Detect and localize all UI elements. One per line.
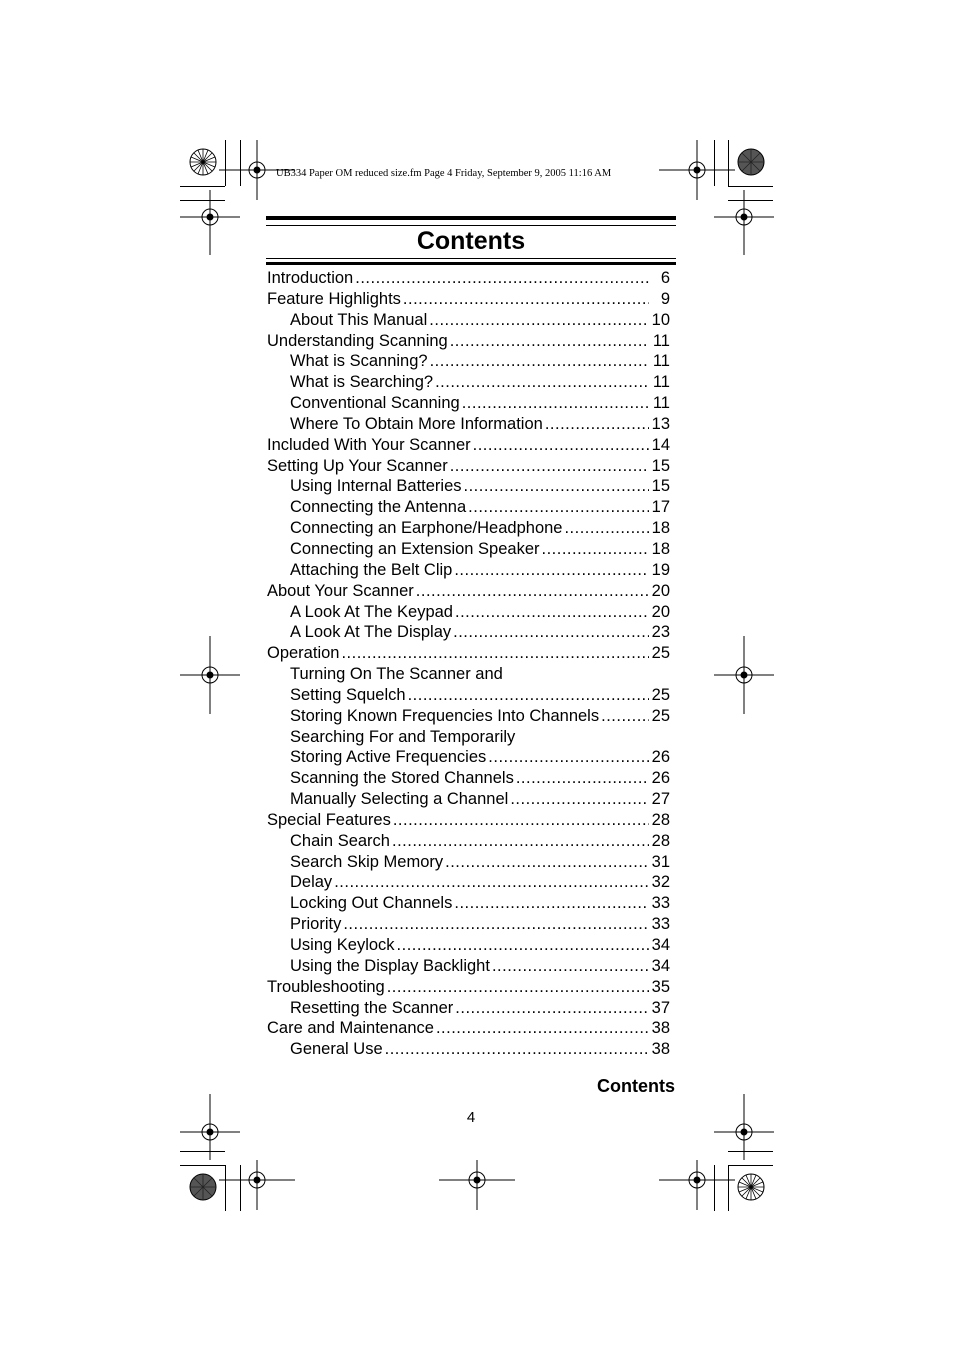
toc-entry[interactable] xyxy=(267,664,670,685)
toc-entry[interactable] xyxy=(267,893,670,914)
toc-entry-page: 9 xyxy=(660,289,670,308)
toc-entry[interactable] xyxy=(267,497,670,518)
toc-leader-dots xyxy=(492,956,649,977)
toc-leader-dots xyxy=(510,789,648,810)
sunburst-mark-icon xyxy=(738,149,764,175)
toc-entry-page: 34 xyxy=(651,956,670,975)
toc-entry-label: Resetting the Scanner xyxy=(290,998,454,1017)
toc-leader-dots xyxy=(334,872,648,893)
toc-entry[interactable] xyxy=(267,935,670,956)
registration-target-icon xyxy=(714,636,774,714)
toc-entry-label: Operation xyxy=(267,644,340,663)
toc-entry-page: 18 xyxy=(651,539,670,558)
toc-entry[interactable] xyxy=(267,1039,670,1060)
toc-entry-label: Searching For and Temporarily xyxy=(290,727,516,746)
registration-target-icon xyxy=(659,1160,735,1210)
toc-leader-dots xyxy=(450,456,649,477)
toc-leader-dots xyxy=(468,497,648,518)
registration-target-icon xyxy=(439,1160,515,1210)
toc-entry-label: Conventional Scanning xyxy=(290,394,460,413)
toc-leader-dots xyxy=(436,1018,649,1039)
title-rule-bottom-thin xyxy=(266,258,676,259)
toc-leader-dots xyxy=(545,414,649,435)
toc-entry[interactable] xyxy=(267,476,670,497)
toc-entry-label: Connecting an Earphone/Headphone xyxy=(290,519,563,538)
footer-section-title: Contents xyxy=(597,1076,675,1096)
toc-entry-label: Setting Squelch xyxy=(290,685,406,704)
toc-entry-label: Locking Out Channels xyxy=(290,894,453,913)
toc-entry[interactable] xyxy=(267,872,670,893)
toc-entry-page: 33 xyxy=(651,894,670,913)
registration-target-icon xyxy=(180,1094,240,1160)
file-slug-header: UB334 Paper OM reduced size.fm Page 4 Friday, September 9, 2005 11:16 AM xyxy=(276,168,612,179)
toc-entry-label: General Use xyxy=(290,1040,383,1059)
toc-leader-dots xyxy=(341,643,648,664)
toc-leader-dots xyxy=(429,310,648,331)
toc-leader-dots xyxy=(455,998,648,1019)
toc-entry[interactable] xyxy=(267,268,670,289)
toc-leader-dots xyxy=(464,476,649,497)
toc-entry-label: Chain Search xyxy=(290,831,390,850)
toc-entry[interactable] xyxy=(267,456,670,477)
toc-leader-dots xyxy=(516,768,649,789)
toc-entry[interactable] xyxy=(267,1018,670,1039)
page-title: Contents xyxy=(416,227,526,255)
toc-leader-dots xyxy=(435,372,649,393)
toc-entry[interactable] xyxy=(267,393,670,414)
toc-entry-label: Troubleshooting xyxy=(267,977,385,996)
sunburst-mark-icon xyxy=(190,1174,216,1200)
toc-entry-page: 26 xyxy=(651,769,670,788)
registration-target-icon xyxy=(180,636,240,714)
toc-leader-dots xyxy=(416,581,649,602)
title-rule-bottom xyxy=(266,262,676,265)
toc-entry-page: 27 xyxy=(651,790,670,809)
table-of-contents xyxy=(267,268,670,1060)
toc-entry-page: 10 xyxy=(651,310,670,329)
toc-entry[interactable] xyxy=(267,331,670,352)
toc-entry-page: 18 xyxy=(651,519,670,538)
toc-entry-label: About Your Scanner xyxy=(267,581,414,600)
toc-entry-page: 15 xyxy=(651,456,670,475)
registration-target-icon xyxy=(659,140,735,200)
toc-entry[interactable] xyxy=(267,581,670,602)
toc-leader-dots xyxy=(403,289,649,310)
toc-leader-dots xyxy=(454,893,648,914)
toc-leader-dots xyxy=(488,747,648,768)
toc-entry-label: Care and Maintenance xyxy=(267,1019,434,1038)
toc-entry-page: 20 xyxy=(651,602,670,621)
toc-entry-page: 38 xyxy=(651,1040,670,1059)
toc-entry[interactable] xyxy=(267,351,670,372)
toc-entry[interactable] xyxy=(267,310,670,331)
toc-leader-dots xyxy=(473,435,649,456)
toc-entry[interactable] xyxy=(267,643,670,664)
toc-entry-page: 31 xyxy=(651,852,670,871)
toc-entry[interactable] xyxy=(267,956,670,977)
toc-entry-page: 26 xyxy=(651,748,670,767)
toc-entry-page: 11 xyxy=(652,394,670,413)
toc-entry[interactable] xyxy=(267,602,670,623)
toc-entry-page: 28 xyxy=(651,810,670,829)
toc-entry-label: What is Scanning? xyxy=(290,352,428,371)
toc-entry-page: 34 xyxy=(651,936,670,954)
registration-target-icon xyxy=(714,1094,774,1160)
toc-entry-page: 13 xyxy=(651,414,670,433)
toc-entry-page: 32 xyxy=(651,873,670,892)
toc-entry-label: Using the Display Backlight xyxy=(290,956,490,975)
toc-entry-label: Search Skip Memory xyxy=(290,852,444,871)
toc-entry-page: 33 xyxy=(651,915,670,934)
registration-target-icon xyxy=(714,190,774,255)
toc-entry[interactable] xyxy=(267,435,670,456)
toc-entry[interactable] xyxy=(267,852,670,873)
toc-leader-dots xyxy=(453,622,649,643)
toc-entry[interactable] xyxy=(267,706,670,727)
toc-entry-page: 6 xyxy=(660,269,670,287)
toc-leader-dots xyxy=(385,1039,649,1060)
toc-entry-label: Introduction xyxy=(267,269,354,287)
toc-entry-label: Turning On The Scanner and xyxy=(290,665,503,684)
toc-entry-page: 25 xyxy=(651,644,670,663)
toc-entry-label: Setting Up Your Scanner xyxy=(267,456,448,475)
toc-entry[interactable] xyxy=(267,560,670,581)
toc-entry-label: Using Keylock xyxy=(290,936,395,954)
toc-entry-label: Manually Selecting a Channel xyxy=(290,790,509,809)
toc-leader-dots xyxy=(393,810,649,831)
toc-entry[interactable] xyxy=(267,747,670,768)
toc-entry-label: What is Searching? xyxy=(290,373,434,392)
registration-target-icon xyxy=(219,1160,295,1210)
sunburst-mark-icon xyxy=(190,149,216,175)
title-rule-top xyxy=(266,216,676,220)
toc-entry-label: Understanding Scanning xyxy=(267,331,448,350)
toc-entry-page: 19 xyxy=(651,560,670,579)
toc-entry-label: A Look At The Display xyxy=(290,623,452,642)
toc-entry-page: 11 xyxy=(652,352,670,371)
toc-entry[interactable] xyxy=(267,810,670,831)
toc-leader-dots xyxy=(450,331,649,352)
toc-entry[interactable] xyxy=(267,789,670,810)
toc-leader-dots xyxy=(454,560,648,581)
toc-entry[interactable] xyxy=(267,727,670,748)
toc-entry-page: 14 xyxy=(651,435,670,454)
toc-leader-dots xyxy=(542,539,649,560)
toc-entry-page: 11 xyxy=(652,331,670,350)
toc-entry-label: Scanning the Stored Channels xyxy=(290,769,514,788)
toc-entry[interactable] xyxy=(267,914,670,935)
toc-entry-label: Connecting an Extension Speaker xyxy=(290,539,540,558)
toc-entry-label: Storing Active Frequencies xyxy=(290,748,487,767)
toc-entry[interactable] xyxy=(267,977,670,998)
toc-entry-label: A Look At The Keypad xyxy=(290,602,453,621)
toc-entry[interactable] xyxy=(267,998,670,1019)
toc-leader-dots xyxy=(408,685,649,706)
toc-entry-page: 37 xyxy=(651,998,670,1017)
toc-entry-label: Delay xyxy=(290,873,333,892)
toc-entry[interactable] xyxy=(267,539,670,560)
toc-leader-dots xyxy=(387,977,649,998)
toc-entry[interactable] xyxy=(267,372,670,393)
toc-entry[interactable] xyxy=(267,831,670,852)
toc-entry-label: Feature Highlights xyxy=(267,289,401,308)
toc-entry-label: Storing Known Frequencies Into Channels xyxy=(290,706,600,725)
page-number: 4 xyxy=(466,1109,476,1126)
registration-target-icon xyxy=(180,190,240,255)
toc-leader-dots xyxy=(445,852,649,873)
toc-leader-dots xyxy=(455,602,649,623)
toc-entry[interactable] xyxy=(267,518,670,539)
toc-entry-label: Where To Obtain More Information xyxy=(290,414,543,433)
toc-leader-dots xyxy=(343,914,648,935)
toc-entry[interactable] xyxy=(267,768,670,789)
toc-leader-dots xyxy=(564,518,648,539)
toc-leader-dots xyxy=(397,935,649,956)
toc-entry-label: Attaching the Belt Clip xyxy=(290,560,453,579)
toc-leader-dots xyxy=(355,268,649,289)
toc-entry[interactable] xyxy=(267,414,670,435)
toc-entry-page: 28 xyxy=(651,831,670,850)
toc-entry-page: 23 xyxy=(651,623,670,642)
toc-entry-label: Priority xyxy=(290,915,342,934)
toc-entry-page: 17 xyxy=(651,498,670,517)
toc-leader-dots xyxy=(430,351,649,372)
toc-leader-dots xyxy=(462,393,649,414)
toc-entry-page: 25 xyxy=(651,685,670,704)
toc-entry-page: 25 xyxy=(651,706,670,725)
toc-entry[interactable] xyxy=(267,622,670,643)
toc-entry-page: 11 xyxy=(652,373,670,392)
toc-entry-label: Connecting the Antenna xyxy=(290,498,467,517)
toc-entry-page: 35 xyxy=(651,977,670,996)
toc-entry[interactable] xyxy=(267,289,670,310)
toc-entry-page: 38 xyxy=(651,1019,670,1038)
toc-entry-label: Using Internal Batteries xyxy=(290,477,462,496)
toc-entry-page: 15 xyxy=(651,477,670,496)
toc-entry-label: Included With Your Scanner xyxy=(267,435,471,454)
toc-leader-dots xyxy=(601,706,649,727)
toc-leader-dots xyxy=(392,831,649,852)
toc-entry-label: About This Manual xyxy=(290,310,428,329)
toc-entry-label: Special Features xyxy=(267,810,391,829)
sunburst-mark-icon xyxy=(738,1174,764,1200)
toc-entry-page: 20 xyxy=(651,581,670,600)
toc-entry[interactable] xyxy=(267,685,670,706)
